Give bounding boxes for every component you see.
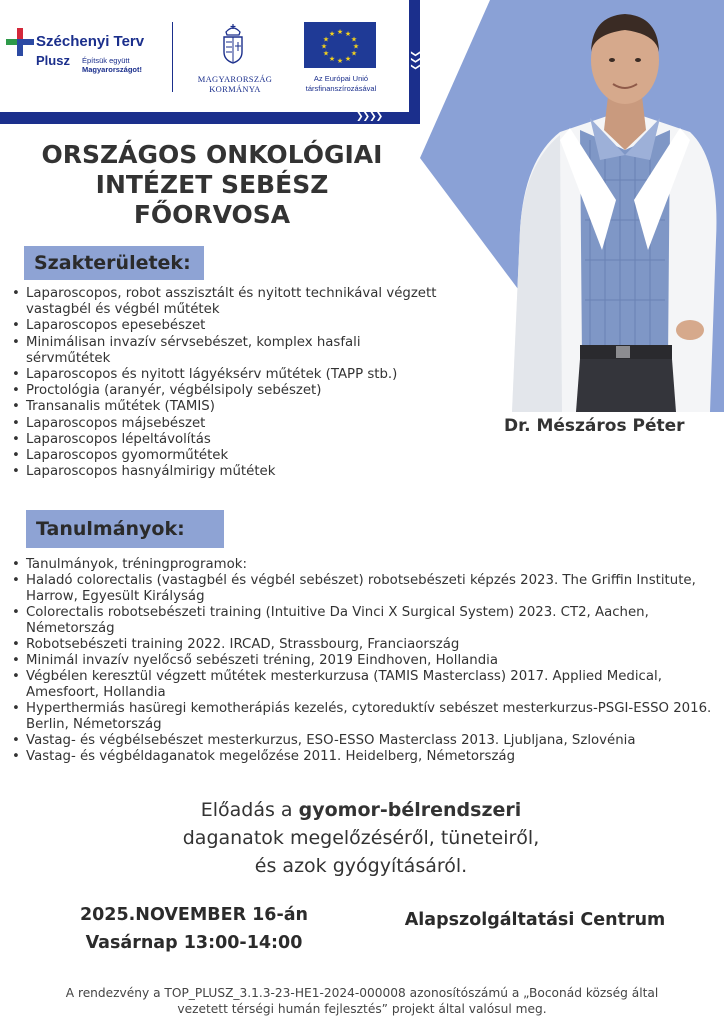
list-item: • Laparoscopos, robot asszisztált és nyitott technikával végzett vastagbél és végbél műtétek bbox=[8, 286, 438, 318]
szechenyi-slogan-line2: Magyarországot! bbox=[82, 65, 143, 74]
list-item: • Colorectalis robotsebészeti training (Intuitive Da Vinci X Surgical System) 2023. CT2, Aachen, Németország bbox=[8, 605, 720, 637]
list-item: • Laparoscopos májsebészet bbox=[8, 416, 438, 432]
szechenyi-plus-icon bbox=[6, 28, 34, 56]
svg-text:★: ★ bbox=[328, 55, 336, 63]
list-item: • Tanulmányok, tréningprogramok: bbox=[8, 557, 720, 573]
logo-divider bbox=[172, 22, 173, 92]
speaker-photo bbox=[420, 0, 724, 412]
page-title-line2: INTÉZET SEBÉSZ bbox=[95, 170, 329, 199]
specialties-list bbox=[8, 286, 438, 480]
government-line1: MAGYARORSZÁG bbox=[197, 74, 273, 84]
list-item: • Vastag- és végbélsebészet mesterkurzus, ESO-ESSO Masterclass 2013. Ljubljana, Szlovénia bbox=[8, 733, 720, 749]
specialties-heading: Szakterületek: bbox=[24, 246, 204, 280]
svg-text:★: ★ bbox=[350, 49, 358, 58]
studies-list bbox=[8, 557, 720, 765]
list-item: • Robotsebészeti training 2022. IRCAD, Strassbourg, Franciaország bbox=[8, 637, 720, 653]
lecture-prefix: Előadás a bbox=[200, 799, 299, 821]
lecture-description bbox=[130, 796, 592, 880]
eu-line1: Az Európai Unió bbox=[313, 74, 369, 83]
lecture-line2: daganatok megelőzéséről, tüneteiről, bbox=[182, 827, 540, 849]
svg-text:★: ★ bbox=[344, 55, 352, 63]
szechenyi-title: Széchenyi Terv bbox=[36, 33, 145, 50]
speaker-name: Dr. Mészáros Péter bbox=[504, 416, 685, 436]
szechenyi-slogan-line1: Építsük együtt bbox=[82, 56, 130, 65]
list-item: • Laparoscopos epesebészet bbox=[8, 318, 438, 334]
funding-footer-note bbox=[14, 985, 710, 1017]
lecture-line1 bbox=[130, 796, 592, 824]
szechenyi-terv-logo bbox=[6, 22, 156, 92]
list-item: • Laparoscopos lépeltávolítás bbox=[8, 432, 438, 448]
svg-text:★: ★ bbox=[352, 42, 360, 51]
svg-text:★: ★ bbox=[322, 35, 330, 44]
chevron-down-icon: ❯❯❯ bbox=[410, 50, 420, 70]
szechenyi-plus-label: Plusz bbox=[36, 53, 70, 68]
svg-text:★: ★ bbox=[336, 57, 344, 65]
footer-line1: A rendezvény a TOP_PLUSZ_3.1.3-23-HE1-2024-000008 azonosítószámú a „Boconád község által bbox=[65, 986, 659, 1000]
lecture-line3: és azok gyógyításáról. bbox=[254, 855, 468, 877]
event-date: 2025.NOVEMBER 16-án bbox=[79, 905, 309, 925]
studies-heading: Tanulmányok: bbox=[26, 510, 224, 548]
eu-flag-icon bbox=[304, 22, 376, 68]
event-date-time bbox=[56, 901, 332, 957]
list-item: • Proctológia (aranyér, végbélsipoly sebészet) bbox=[8, 383, 438, 399]
chevron-right-icon: ❯❯❯❯ bbox=[356, 112, 383, 122]
list-item: • Laparoscopos hasnyálmirigy műtétek bbox=[8, 464, 438, 480]
page-title bbox=[14, 140, 410, 230]
hungarian-coat-of-arms-icon bbox=[220, 22, 246, 64]
svg-text:★: ★ bbox=[336, 28, 344, 36]
list-item: • Haladó colorectalis (vastagbél és végbél sebészet) robotsebészeti képzés 2023. The Griffin Institute, Harrow, Egyesült Királyság bbox=[8, 573, 720, 605]
list-item: • Minimál invazív nyelőcső sebészeti tréning, 2019 Eindhoven, Hollandia bbox=[8, 653, 720, 669]
svg-text:★: ★ bbox=[328, 30, 336, 38]
svg-text:★: ★ bbox=[344, 30, 352, 38]
government-line2: KORMÁNYA bbox=[209, 84, 261, 94]
list-item: • Laparoscopos és nyitott lágyéksérv műtétek (TAPP stb.) bbox=[8, 367, 438, 383]
list-item: • Hyperthermiás hasüregi kemotherápiás kezelés, cytoreduktív sebészet mesterkurzus-PSGI-ESSO 2016. Berlin, Németország bbox=[8, 701, 720, 733]
lecture-highlight: gyomor-bélrendszeri bbox=[298, 799, 522, 821]
event-venue: Alapszolgáltatási Centrum bbox=[404, 910, 666, 930]
government-logo-text bbox=[190, 74, 280, 94]
eu-cofinancing-logo bbox=[294, 22, 394, 94]
szechenyi-slogan bbox=[82, 56, 156, 74]
footer-line2: vezetett térségi humán fejlesztés” projekt által valósul meg. bbox=[177, 1002, 547, 1016]
eu-line2: társfinanszírozásával bbox=[305, 83, 377, 93]
svg-text:★: ★ bbox=[320, 42, 328, 51]
svg-text:★: ★ bbox=[350, 35, 358, 44]
list-item: • Végbélen keresztül végzett műtétek mesterkurzusa (TAMIS Masterclass) 2017. Applied Medical, Amesfoort, Hollandia bbox=[8, 669, 720, 701]
list-item: • Vastag- és végbéldaganatok megelőzése 2011. Heidelberg, Németország bbox=[8, 749, 720, 765]
event-time: Vasárnap 13:00-14:00 bbox=[85, 933, 303, 953]
svg-text:★: ★ bbox=[322, 49, 330, 58]
list-item: • Transanalis műtétek (TAMIS) bbox=[8, 399, 438, 415]
list-item: • Laparoscopos gyomorműtétek bbox=[8, 448, 438, 464]
page-title-line3: FŐORVOSA bbox=[133, 200, 291, 229]
government-logo bbox=[190, 22, 280, 94]
page-title-line1: ORSZÁGOS ONKOLÓGIAI bbox=[41, 140, 383, 169]
list-item: • Minimálisan invazív sérvsebészet, komplex hasfali sérvműtétek bbox=[8, 335, 438, 367]
eu-logo-text bbox=[294, 74, 388, 93]
